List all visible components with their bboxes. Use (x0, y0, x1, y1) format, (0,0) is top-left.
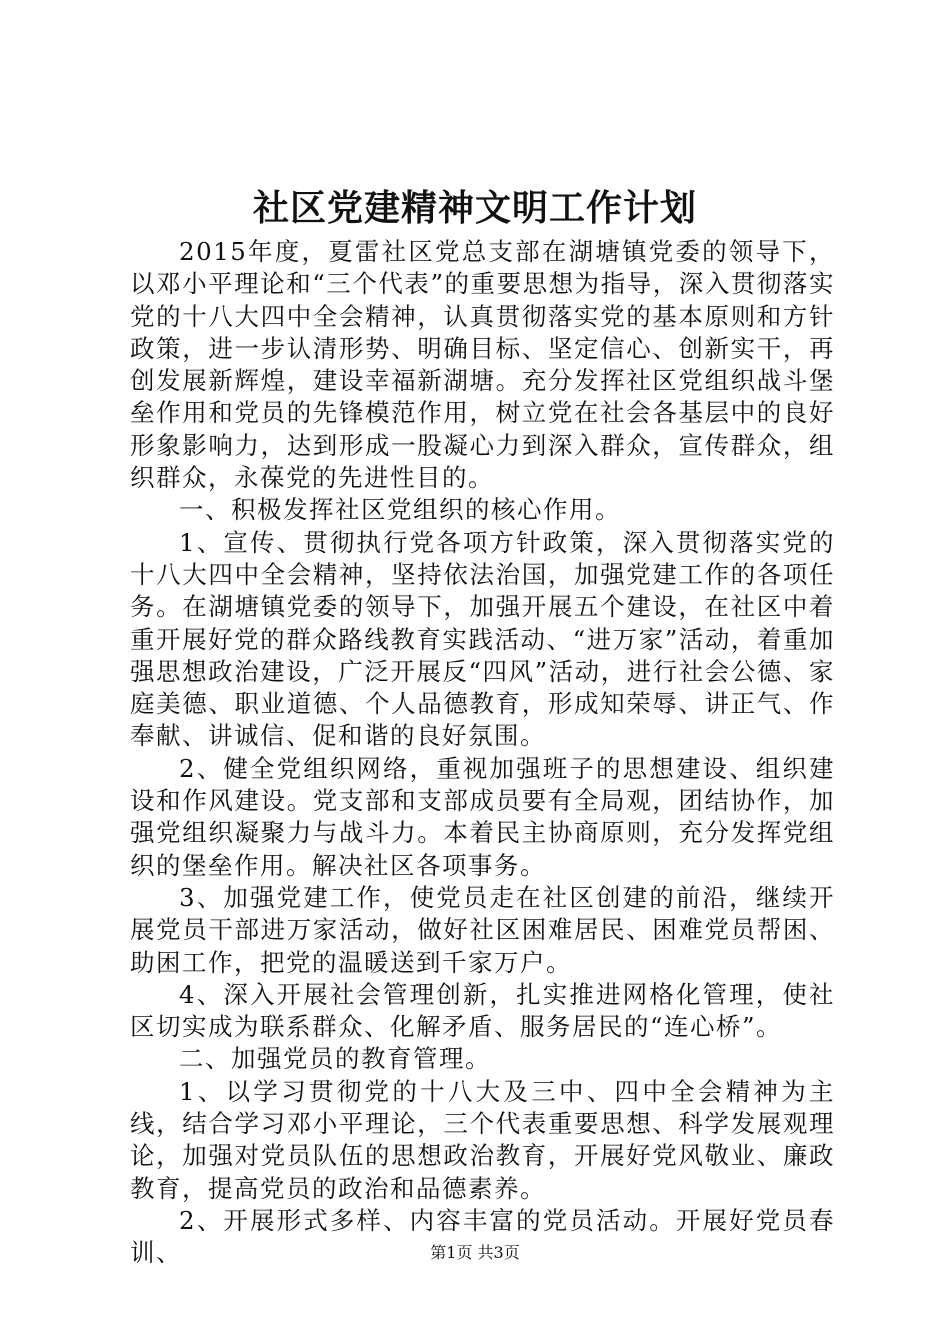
paragraph-2-2: 2、开展形式多样、内容丰富的党员活动。开展好党员春训、 (130, 1205, 835, 1268)
paragraph-intro: 2015年度，夏雷社区党总支部在湖塘镇党委的领导下，以邓小平理论和“三个代表”的重要思想为指导，深入贯彻落实党的十八大四中全会精神，认真贯彻落实党的基本原则和方针政策，进一步认清形势、明确目标、坚定信心、创新实干，再创发展新辉煌，建设幸福新湖塘。充分发挥社区党组织战斗堡垒作用和党员的先锋模范作用，树立党在社会各基层中的良好形象影响力，达到形成一股凝心力到深入群众，宣传群众，组织群众，永葆党的先进性目的。 (130, 237, 835, 493)
section-heading-1: 一、积极发挥社区党组织的核心作用。 (179, 495, 621, 525)
document-title: 社区党建精神文明工作计划 (252, 187, 697, 229)
section-heading-2: 二、加强党员的教育管理。 (179, 1044, 491, 1074)
document-body (130, 236, 835, 1270)
paragraph-1-3: 3、加强党建工作，使党员走在社区创建的前沿，继续开展党员干部进万家活动，做好社区困难居民、困难党员帮困、助困工作，把党的温暖送到千家万户。 (130, 882, 835, 977)
paragraph-1-4: 4、深入开展社会管理创新，扎实推进网格化管理，使社区切实成为联系群众、化解矛盾、服务居民的“连心桥”。 (130, 979, 835, 1042)
paragraph-1-2: 2、健全党组织网络，重视加强班子的思想建设、组织建设和作风建设。党支部和支部成员要有全局观，团结协作，加强党组织凝聚力与战斗力。本着民主协商原则，充分发挥党组织的堡垒作用。解决社区各项事务。 (130, 753, 835, 880)
paragraph-1-1: 1、宣传、贯彻执行党各项方针政策，深入贯彻落实党的十八大四中全会精神，坚持依法治国，加强党建工作的各项任务。在湖塘镇党委的领导下，加强开展五个建设，在社区中着重开展好党的群众路线教育实践活动、“进万家”活动，着重加强思想政治建设，广泛开展反“四风”活动，进行社会公德、家庭美德、职业道德、个人品德教育，形成知荣辱、讲正气、作奉献、讲诚信、促和谐的良好氛围。 (130, 527, 835, 751)
page-footer: 第1页 共3页 (430, 1243, 520, 1262)
paragraph-2-1: 1、以学习贯彻党的十八大及三中、四中全会精神为主线，结合学习邓小平理论，三个代表重要思想、科学发展观理论，加强对党员队伍的思想政治教育，开展好党风敬业、廉政教育，提高党员的政治和品德素养。 (130, 1076, 835, 1203)
